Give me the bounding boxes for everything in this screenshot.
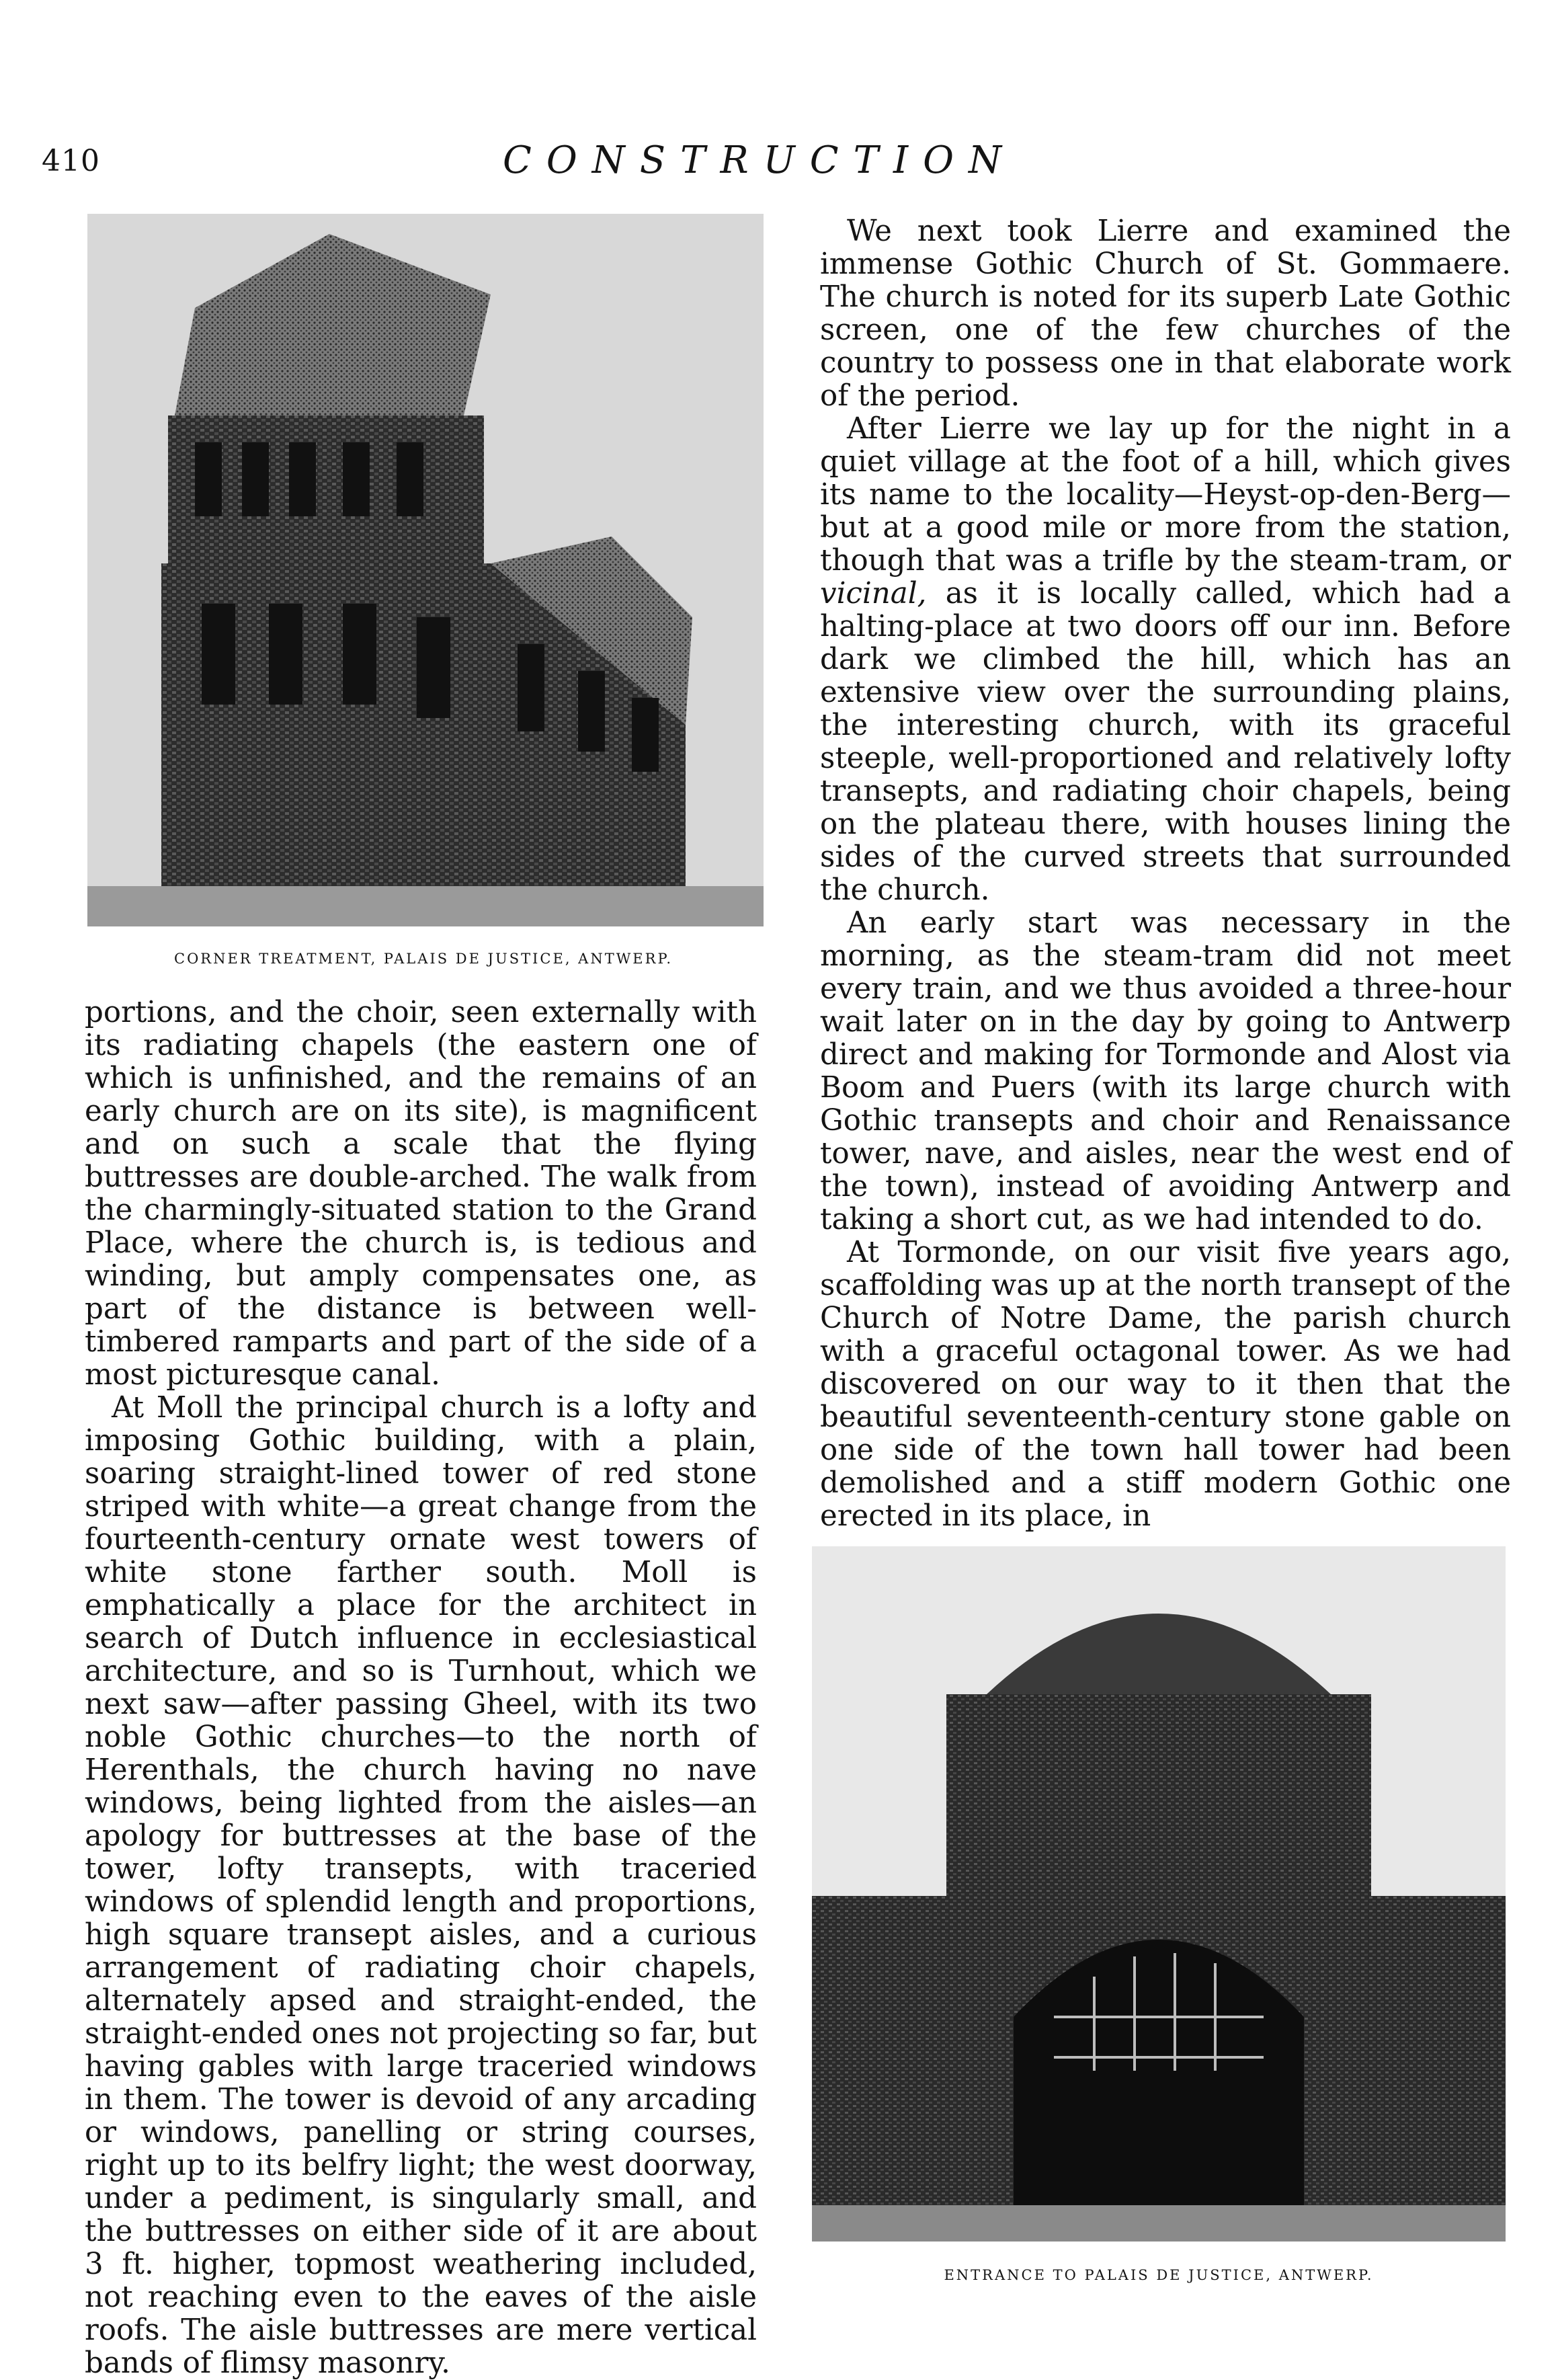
right-column-text — [820, 215, 1511, 1533]
running-head-title: CONSTRUCTION — [502, 138, 1017, 182]
left-paragraph-1: portions, and the choir, seen externally with its radiating chapels (the eastern one of which is unfinished, and the remains of an early church are on its site), is magnificent and on such a scale that the flying buttresses are double-arched. The walk from the charmingly-situated station to the Grand Place, where the church is, is tedious and winding, but amply compensates one, as part of the distance is between well-timbered ramparts and part of the side of a most picturesque canal. — [85, 996, 757, 1392]
right-paragraph-1: We next took Lierre and examined the immense Gothic Church of St. Gommaere. The church is noted for its superb Late Gothic screen, one of the few churches of the country to possess one in that elaborate work of the period. — [820, 214, 1511, 413]
corner-treatment-photo — [87, 214, 764, 926]
italic-term-vicinal: vicinal, — [820, 577, 927, 610]
page-number: 410 — [42, 144, 100, 178]
right-paragraph-2-part-2: as it is locally called, which had a halting-place at two doors off our inn. Before dark we climbed the hill, which has an extensive view over the surrounding plains, the interesting church, with its graceful steeple, well-proportioned and relatively lofty transepts, and radiating choir chapels, being on the plateau there, with houses lining the sides of the curved streets that surrounded the church. — [820, 577, 1511, 907]
right-paragraph-2 — [820, 413, 1511, 907]
right-paragraph-3: An early start was necessary in the morning, as the steam-tram did not meet every train, and we thus avoided a three-hour wait later on in the day by going to Antwerp direct and making for Tormonde and Alost via Boom and Puers (with its large church with Gothic transepts and choir and Renaissance tower, nave, and aisles, near the west end of the town), instead of avoiding Antwerp and taking a short cut, as we had intended to do. — [820, 906, 1511, 1236]
right-paragraph-4: At Tormonde, on our visit five years ago, scaffolding was up at the north transept of the Church of Notre Dame, the parish church with a graceful octagonal tower. As we had discovered on our way to it then that the beautiful seventeenth-century stone gable on one side of the town hall tower had been demolished and a stiff modern Gothic one erected in its place, in — [820, 1236, 1511, 1533]
corner-photo-caption: CORNER TREATMENT, PALAIS DE JUSTICE, ANTWERP. — [174, 951, 673, 967]
left-paragraph-2: At Moll the principal church is a lofty and imposing Gothic building, with a plain, soaring straight-lined tower of red stone striped with white—a great change from the fourteenth-century ornate west towers of white stone farther south. Moll is emphatically a place for the architect in search of Dutch influence in ecclesiastical architecture, and so is Turnhout, which we next saw—after passing Gheel, with its two noble Gothic churches—to the north of Herenthals, the church having no nave windows, being lighted from the aisles—an apology for buttresses at the base of the tower, lofty transepts, with traceried windows of splendid length and proportions, high square transept aisles, and a curious arrangement of radiating choir chapels, alternately apsed and straight-ended, the straight-ended ones not projecting so far, but having gables with large traceried windows in them. The tower is devoid of any arcading or windows, panelling or string courses, right up to its belfry light; the west doorway, under a pediment, is singularly small, and the buttresses on either side of it are about 3 ft. higher, topmost weathering included, not reaching even to the eaves of the aisle roofs. The aisle buttresses are mere vertical bands of flimsy masonry. — [85, 1391, 757, 2380]
entrance-photo-caption: ENTRANCE TO PALAIS DE JUSTICE, ANTWERP. — [944, 2267, 1374, 2283]
entrance-photo — [812, 1546, 1506, 2242]
right-paragraph-2-part-1: After Lierre we lay up for the night in a quiet village at the foot of a hill, which gives its name to the locality—Heyst-op-den-Berg—but at a good mile or more from the station, though that was a trifle by the steam-tram, or — [820, 412, 1511, 578]
left-column-text — [85, 996, 757, 2380]
